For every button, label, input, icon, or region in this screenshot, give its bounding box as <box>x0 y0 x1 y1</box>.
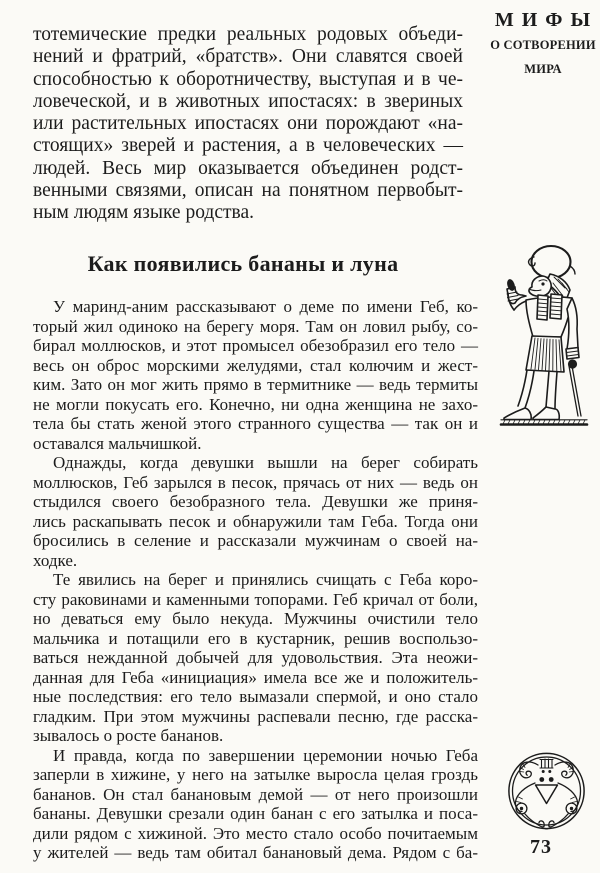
text-line: сту раковинами и каменными топорами. Геб кричал от боли, <box>33 589 478 609</box>
text-line: моллюсков, Геб зарылся в песок, прячась от них — ведь он <box>33 472 478 492</box>
text-line: И правда, когда по завершении церемонии ночью Геба <box>53 745 478 765</box>
text-line: зывалось о росте бананов. <box>33 726 224 745</box>
text-line: не могли покусать его. Конечно, ни одна женщина не захо- <box>33 394 478 414</box>
text-line: ным людям языке родства. <box>33 202 254 224</box>
text-line: заперли в хижине, у него на затылке выросла целая гроздь <box>33 765 478 784</box>
intro-paragraph-block <box>33 24 463 225</box>
running-head-title: МИФЫ <box>494 9 599 31</box>
text-line: тотемические предки реальных родовых объеди- <box>33 24 463 45</box>
text-line: ные последствия: его тело вымазали спермой, и оно стало <box>33 687 478 706</box>
text-line: торый жил одиноко на берегу моря. Там он ловил рыбу, со- <box>33 316 478 336</box>
text-line: данная для Геба «инициация» имела все же и положитель- <box>33 667 478 687</box>
text-line: лись раскапывать песок и обнаружили там Геба. Тогда они <box>33 511 478 531</box>
text-line: оставался мальчишкой. <box>33 433 202 453</box>
text-line: венными связями, описан на понятном первобыт- <box>33 180 463 202</box>
text-line: ходке. <box>33 550 78 570</box>
text-line: бросились в селение и рассказали мужчинам о своей на- <box>33 531 478 550</box>
section-heading: Как появились бананы и луна <box>87 251 399 276</box>
text-line: ловеческой, и в животных ипостасях: в звериных <box>33 90 463 112</box>
text-line: людей. Весь мир оказывается объединен родст- <box>33 157 463 179</box>
running-head-subtitle-line2: МИРА <box>524 62 562 76</box>
text-line: бананы. Девушки срезали один банан с его затылка и поса- <box>33 804 478 823</box>
text-line: гладким. При этом мужчины распевали песню, где расска- <box>33 706 478 726</box>
text-line: ваться нежданной добычей для удовольствия. Эта неожи- <box>33 648 478 667</box>
text-line: стоящих» зверей и растения, а в человеческих — <box>33 135 463 157</box>
page-number: 73 <box>530 836 552 858</box>
running-head <box>486 9 600 77</box>
text-line: мальчика и потащили его в кустарник, решив воспользо- <box>33 628 478 648</box>
text-line: У маринд-аним рассказывают о деме по имени Геб, ко- <box>53 297 478 316</box>
text-line: нений и фратрий, «братств». Они славятся своей <box>33 46 463 68</box>
medallion-ornament-illustration <box>507 752 587 832</box>
text-line: у жителей — ведь там обитал банановый дема. Рядом с ба- <box>33 843 478 862</box>
story-text-block <box>33 297 478 863</box>
text-line: но деваться ему было некуда. Мужчины очистили тело <box>33 609 478 628</box>
text-line: стыдился своего безобразного тела. Девушки же приня- <box>33 492 478 511</box>
running-head-subtitle-line1: О СОТВОРЕНИИ <box>490 38 596 52</box>
text-line: Те явились на берег и принялись счищать с Геба коро- <box>53 570 478 589</box>
egyptian-deity-illustration <box>498 243 590 427</box>
text-line: тела бы стать женой этого странного существа — так он и <box>33 414 478 433</box>
text-line: Однажды, когда девушки вышли на берег собирать <box>53 453 478 472</box>
text-line: весь он оброс морскими желудями, стал колючим и жест- <box>33 355 478 375</box>
text-line: бирал моллюсков, и этот промысел обезобразил его тело — <box>33 336 478 355</box>
text-line: ким. Зато он мог жить прямо в термитнике — ведь термиты <box>33 375 478 394</box>
text-line: способностью к оборотничеству, выступая и в че- <box>33 68 463 90</box>
text-line: бананов. Он стал банановым демой — от него произошли <box>33 784 478 804</box>
text-line: или растительных ипостасях они порождают «на- <box>33 113 463 135</box>
text-line: дили рядом с хижиной. Это место стало особо почитаемым <box>33 823 478 843</box>
